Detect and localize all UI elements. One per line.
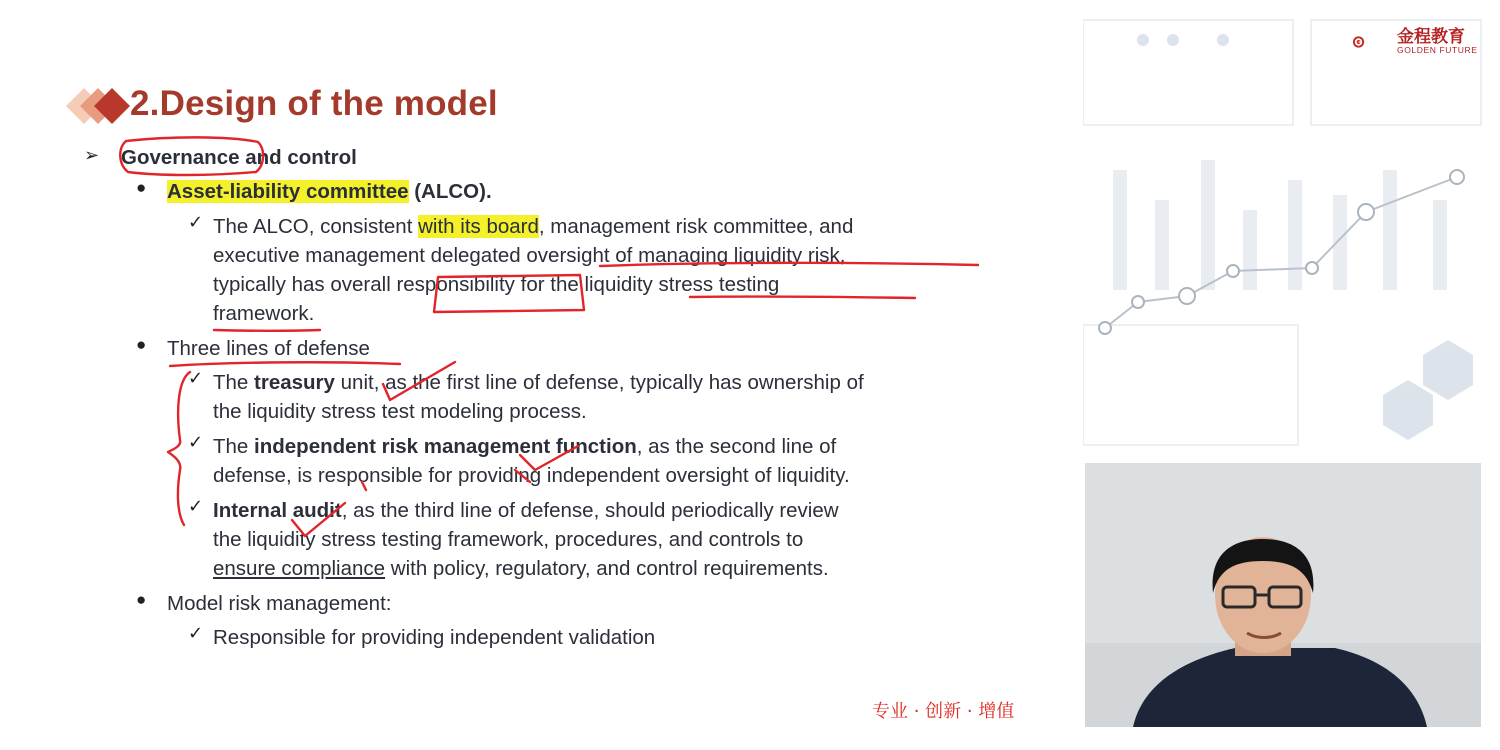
alco-detail-line3: typically has overall responsibility for the liquidity stress testing (213, 273, 780, 296)
background-infographic (1083, 0, 1500, 460)
logo-text-english: GOLDEN FUTURE (1397, 45, 1478, 55)
alco-detail-line4: framework. (213, 302, 315, 325)
ensure-compliance-underlined: ensure compliance (213, 557, 386, 580)
alco-rest: (ALCO). (408, 180, 492, 203)
treasury-text: unit, as the first line of defense, typically has ownership of (334, 371, 864, 394)
audit-text: , as the third line of defense, should periodically review (341, 499, 839, 522)
golden-future-logo (1352, 22, 1394, 62)
audit-bold: Internal audit (213, 499, 342, 522)
three-lines-heading: Three lines of defense (167, 337, 370, 360)
check-icon: ✓ (188, 623, 204, 643)
alco-detail-text: , management risk committee, and (538, 215, 854, 238)
treasury-line2: the liquidity stress test modeling process. (213, 400, 587, 423)
governance-heading (121, 143, 357, 172)
check-icon: ✓ (188, 212, 204, 232)
logo-text-chinese: 金程教育 (1397, 27, 1465, 47)
alco-detail-line1 (213, 212, 853, 241)
audit-line1 (213, 496, 839, 525)
alco-highlight: Asset-liability committee (167, 180, 409, 203)
irm-bold: independent risk management function (254, 435, 637, 458)
alco-detail-line2: executive management delegated oversight of managing liquidity risk, (213, 244, 846, 267)
slogan-text: 专业 · 创新 · 增值 (872, 701, 1015, 722)
slide-title: 2.Design of the model (130, 84, 498, 123)
bullet-icon: ● (136, 178, 147, 197)
treasury-line1 (213, 368, 864, 397)
treasury-bold: treasury (254, 371, 335, 394)
audit-line3 (213, 554, 829, 583)
alco-heading (167, 177, 492, 206)
presenter-video (1085, 463, 1481, 727)
model-risk-detail: Responsible for providing independent validation (213, 626, 656, 649)
treasury-text: The (213, 371, 255, 394)
bullet-icon: ● (136, 335, 147, 354)
presenter-figure (1085, 463, 1481, 727)
irm-text: The (213, 435, 255, 458)
alco-detail-text: The ALCO, consistent (213, 215, 419, 238)
irm-line1 (213, 432, 836, 461)
audit-line2: the liquidity stress testing framework, procedures, and controls to (213, 528, 804, 551)
irm-text: , as the second line of (636, 435, 837, 458)
board-highlight: with its board (418, 215, 539, 238)
bullet-icon: ● (136, 590, 147, 609)
governance-word: Governance (121, 146, 240, 169)
check-icon: ✓ (188, 496, 204, 516)
model-risk-heading: Model risk management: (167, 592, 392, 615)
audit-text: with policy, regulatory, and control requirements. (385, 557, 829, 580)
arrow-bullet-icon: ➢ (84, 145, 100, 165)
check-icon: ✓ (188, 368, 204, 388)
check-icon: ✓ (188, 432, 204, 452)
irm-line2: defense, is responsible for providing independent oversight of liquidity. (213, 464, 850, 487)
governance-rest: and control (239, 146, 357, 169)
